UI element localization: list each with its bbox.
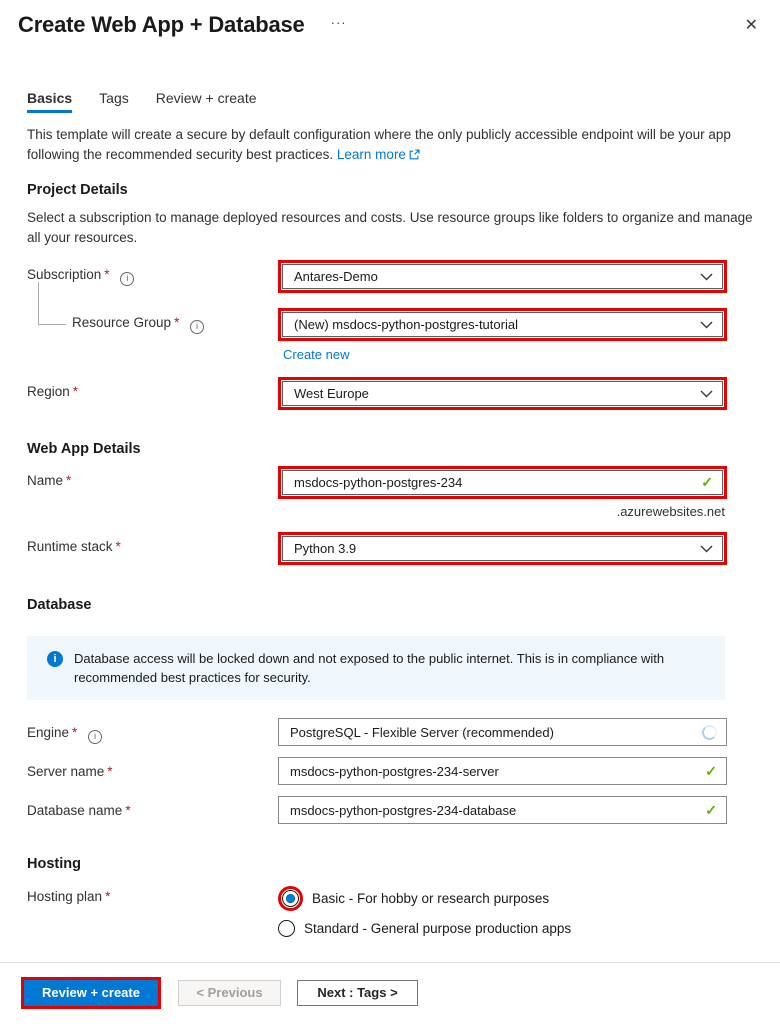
- info-icon[interactable]: i: [120, 272, 134, 286]
- region-label: Region *: [27, 384, 79, 399]
- info-filled-icon: i: [47, 651, 63, 667]
- resource-group-dropdown[interactable]: (New) msdocs-python-postgres-tutorial: [282, 312, 723, 337]
- info-icon[interactable]: i: [88, 730, 102, 744]
- info-banner-text: Database access will be locked down and not exposed to the public internet. This is in compliance with recommended best practices for security.: [74, 651, 665, 685]
- server-name-label: Server name *: [27, 764, 113, 779]
- runtime-stack-label: Runtime stack *: [27, 539, 121, 554]
- page-title: Create Web App + Database: [18, 12, 305, 37]
- required-marker: *: [72, 384, 79, 399]
- previous-button[interactable]: < Previous: [178, 980, 281, 1006]
- required-marker: *: [174, 315, 180, 330]
- review-create-button[interactable]: Review + create: [24, 980, 158, 1006]
- database-name-label: Database name *: [27, 803, 131, 818]
- name-input[interactable]: msdocs-python-postgres-234 ✓: [282, 470, 723, 495]
- name-label: Name *: [27, 473, 72, 488]
- next-tags-button[interactable]: Next : Tags >: [297, 980, 418, 1006]
- server-name-input[interactable]: msdocs-python-postgres-234-server ✓: [278, 757, 727, 785]
- more-options-icon[interactable]: ···: [330, 15, 347, 30]
- required-marker: *: [104, 267, 110, 282]
- annotation-highlight: [21, 977, 161, 1009]
- subscription-label: Subscription * i: [27, 260, 278, 293]
- radio-unselected-icon[interactable]: [278, 920, 295, 937]
- intro-text: [27, 125, 753, 164]
- tab-tags[interactable]: Tags: [99, 90, 129, 106]
- chevron-down-icon: [700, 273, 713, 281]
- region-row: [27, 377, 780, 410]
- tab-basics[interactable]: Basics: [27, 90, 72, 113]
- project-details-heading: Project Details: [27, 182, 128, 198]
- domain-suffix: .azurewebsites.net: [616, 504, 725, 519]
- subscription-dropdown[interactable]: Antares-Demo: [282, 264, 723, 289]
- required-marker: *: [125, 803, 131, 818]
- chevron-down-icon: [700, 321, 713, 329]
- required-marker: *: [105, 889, 111, 904]
- annotation-highlight: [278, 532, 727, 565]
- valid-check-icon: ✓: [705, 801, 717, 818]
- annotation-highlight: [278, 377, 727, 410]
- annotation-highlight: [278, 308, 727, 341]
- loading-spinner-icon: [702, 725, 717, 740]
- region-dropdown[interactable]: West Europe: [282, 381, 723, 406]
- hosting-option-basic[interactable]: [278, 886, 727, 911]
- required-marker: *: [107, 764, 113, 779]
- dialog-footer: [0, 962, 780, 1032]
- chevron-down-icon: [700, 545, 713, 553]
- dialog-header: [0, 0, 780, 40]
- hosting-option-standard-label: Standard - General purpose production apps: [304, 921, 572, 936]
- engine-field[interactable]: PostgreSQL - Flexible Server (recommended): [278, 718, 727, 746]
- required-marker: *: [115, 539, 121, 554]
- tab-bar: [27, 90, 780, 113]
- web-app-details-heading: Web App Details: [27, 441, 141, 457]
- create-new-link[interactable]: Create new: [283, 347, 350, 362]
- required-marker: *: [66, 473, 72, 488]
- annotation-highlight: [278, 260, 727, 293]
- info-banner: [27, 636, 725, 700]
- close-icon[interactable]: ✕: [744, 17, 758, 34]
- server-name-row: [27, 757, 780, 785]
- chevron-down-icon: [700, 390, 713, 398]
- project-details-description: Select a subscription to manage deployed resources and costs. Use resource groups like folders to organize and manage all your resources.: [27, 210, 753, 245]
- hosting-option-standard[interactable]: [278, 920, 727, 937]
- runtime-stack-row: [27, 532, 780, 565]
- tab-review-create[interactable]: Review + create: [155, 90, 257, 106]
- resource-group-row: [27, 308, 780, 362]
- engine-row: [27, 718, 780, 746]
- info-icon[interactable]: i: [190, 320, 204, 334]
- required-marker: *: [72, 725, 78, 740]
- intro-body: This template will create a secure by default configuration where the only publicly accessible endpoint will be your app following the recommended security best practices.: [27, 127, 731, 162]
- valid-check-icon: ✓: [705, 762, 717, 779]
- database-name-row: [27, 796, 780, 824]
- name-row: [27, 466, 780, 519]
- resource-group-label: Resource Group * i: [27, 308, 278, 362]
- hosting-plan-label: Hosting plan *: [27, 889, 111, 904]
- learn-more-link[interactable]: Learn more: [336, 146, 406, 162]
- hosting-option-basic-label: Basic - For hobby or research purposes: [312, 891, 550, 906]
- database-heading: Database: [27, 597, 92, 613]
- subscription-row: [27, 260, 780, 293]
- radio-selected-icon[interactable]: [282, 890, 299, 907]
- engine-label: Engine * i: [27, 718, 278, 746]
- database-name-input[interactable]: msdocs-python-postgres-234-database ✓: [278, 796, 727, 824]
- hosting-heading: Hosting: [27, 856, 81, 872]
- hierarchy-connector-line: [38, 282, 66, 325]
- valid-check-icon: ✓: [701, 474, 713, 490]
- annotation-highlight: [278, 886, 303, 911]
- annotation-highlight: [278, 466, 727, 499]
- hosting-plan-row: [27, 882, 780, 937]
- external-link-icon: [409, 149, 420, 160]
- runtime-stack-dropdown[interactable]: Python 3.9: [282, 536, 723, 561]
